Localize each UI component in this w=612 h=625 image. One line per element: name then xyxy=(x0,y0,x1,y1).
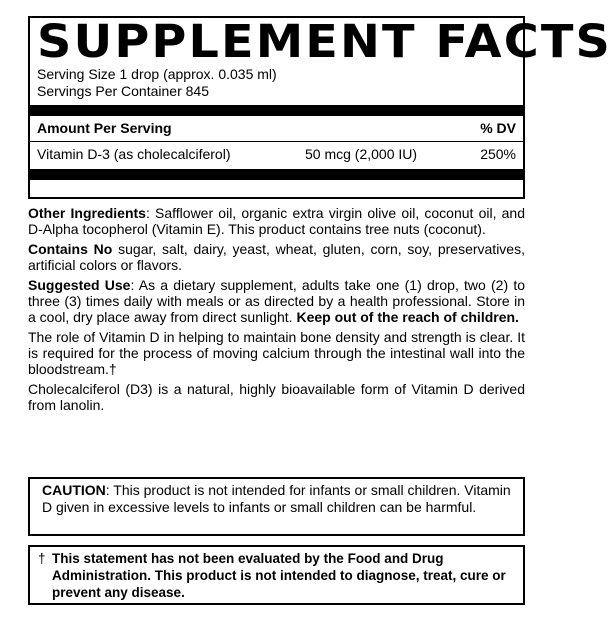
thick-divider xyxy=(30,105,523,116)
fda-disclaimer-box xyxy=(28,545,525,605)
amount-per-serving-label: Amount Per Serving xyxy=(37,120,172,136)
nutrient-amount: 50 mcg (2,000 IU) xyxy=(305,146,418,162)
caution-label: CAUTION xyxy=(42,482,106,498)
other-ingredients xyxy=(28,205,525,237)
daily-value-label: % DV xyxy=(480,120,516,136)
supplement-facts-title: SUPPLEMENT FACTS xyxy=(37,15,612,68)
nutrient-name: Vitamin D-3 (as cholecalciferol) xyxy=(37,146,231,162)
serving-size: Serving Size 1 drop (approx. 0.035 ml) xyxy=(37,66,277,82)
cholecalciferol-note: Cholecalciferol (D3) is a natural, highly bioavailable form of Vitamin D derived from lanolin. xyxy=(28,381,525,413)
contains-no xyxy=(28,241,525,273)
servings-per-container: Servings Per Container 845 xyxy=(37,83,209,99)
vitamin-d-role: The role of Vitamin D in helping to maintain bone density and strength is clear. It is required for the process of moving calcium through the intestinal wall into the bloodstream.† xyxy=(28,329,525,377)
children-warning: Keep out of the reach of children. xyxy=(296,309,519,325)
fda-disclaimer-text: This statement has not been evaluated by the Food and Drug Administration. This product is not intended to diagnose, treat, cure or prevent any disease. xyxy=(52,551,506,600)
caution-box xyxy=(28,477,525,536)
amount-per-serving-header xyxy=(37,116,516,141)
nutrient-dv: 250% xyxy=(480,146,516,162)
suggested-use-label: Suggested Use xyxy=(28,277,131,293)
caution-text: : This product is not intended for infants or small children. Vitamin D given in excessive levels to infants or small children can be harmful. xyxy=(42,482,511,515)
contains-no-label: Contains No xyxy=(28,241,113,257)
dagger-symbol: † xyxy=(38,551,46,566)
thick-divider-bottom xyxy=(30,169,523,180)
suggested-use-text: : As a dietary supplement, adults take one (1) drop, two (2) to three (3) times daily with meals or as directed by a health professional. Store in a cool, dry place away from direct sunlight. xyxy=(28,277,525,325)
contains-no-text: sugar, salt, dairy, yeast, wheat, gluten, corn, soy, preservatives, artificial colors or flavors. xyxy=(28,241,525,273)
suggested-use xyxy=(28,277,525,325)
other-ingredients-text: : Safflower oil, organic extra virgin olive oil, coconut oil, and D-Alpha tocopherol (Vitamin E). This product contains tree nuts (coconut). xyxy=(28,205,526,237)
other-ingredients-label: Other Ingredients xyxy=(28,205,146,221)
supplement-facts-panel xyxy=(28,15,612,199)
label-text-area xyxy=(28,205,525,417)
nutrient-row xyxy=(37,142,516,167)
